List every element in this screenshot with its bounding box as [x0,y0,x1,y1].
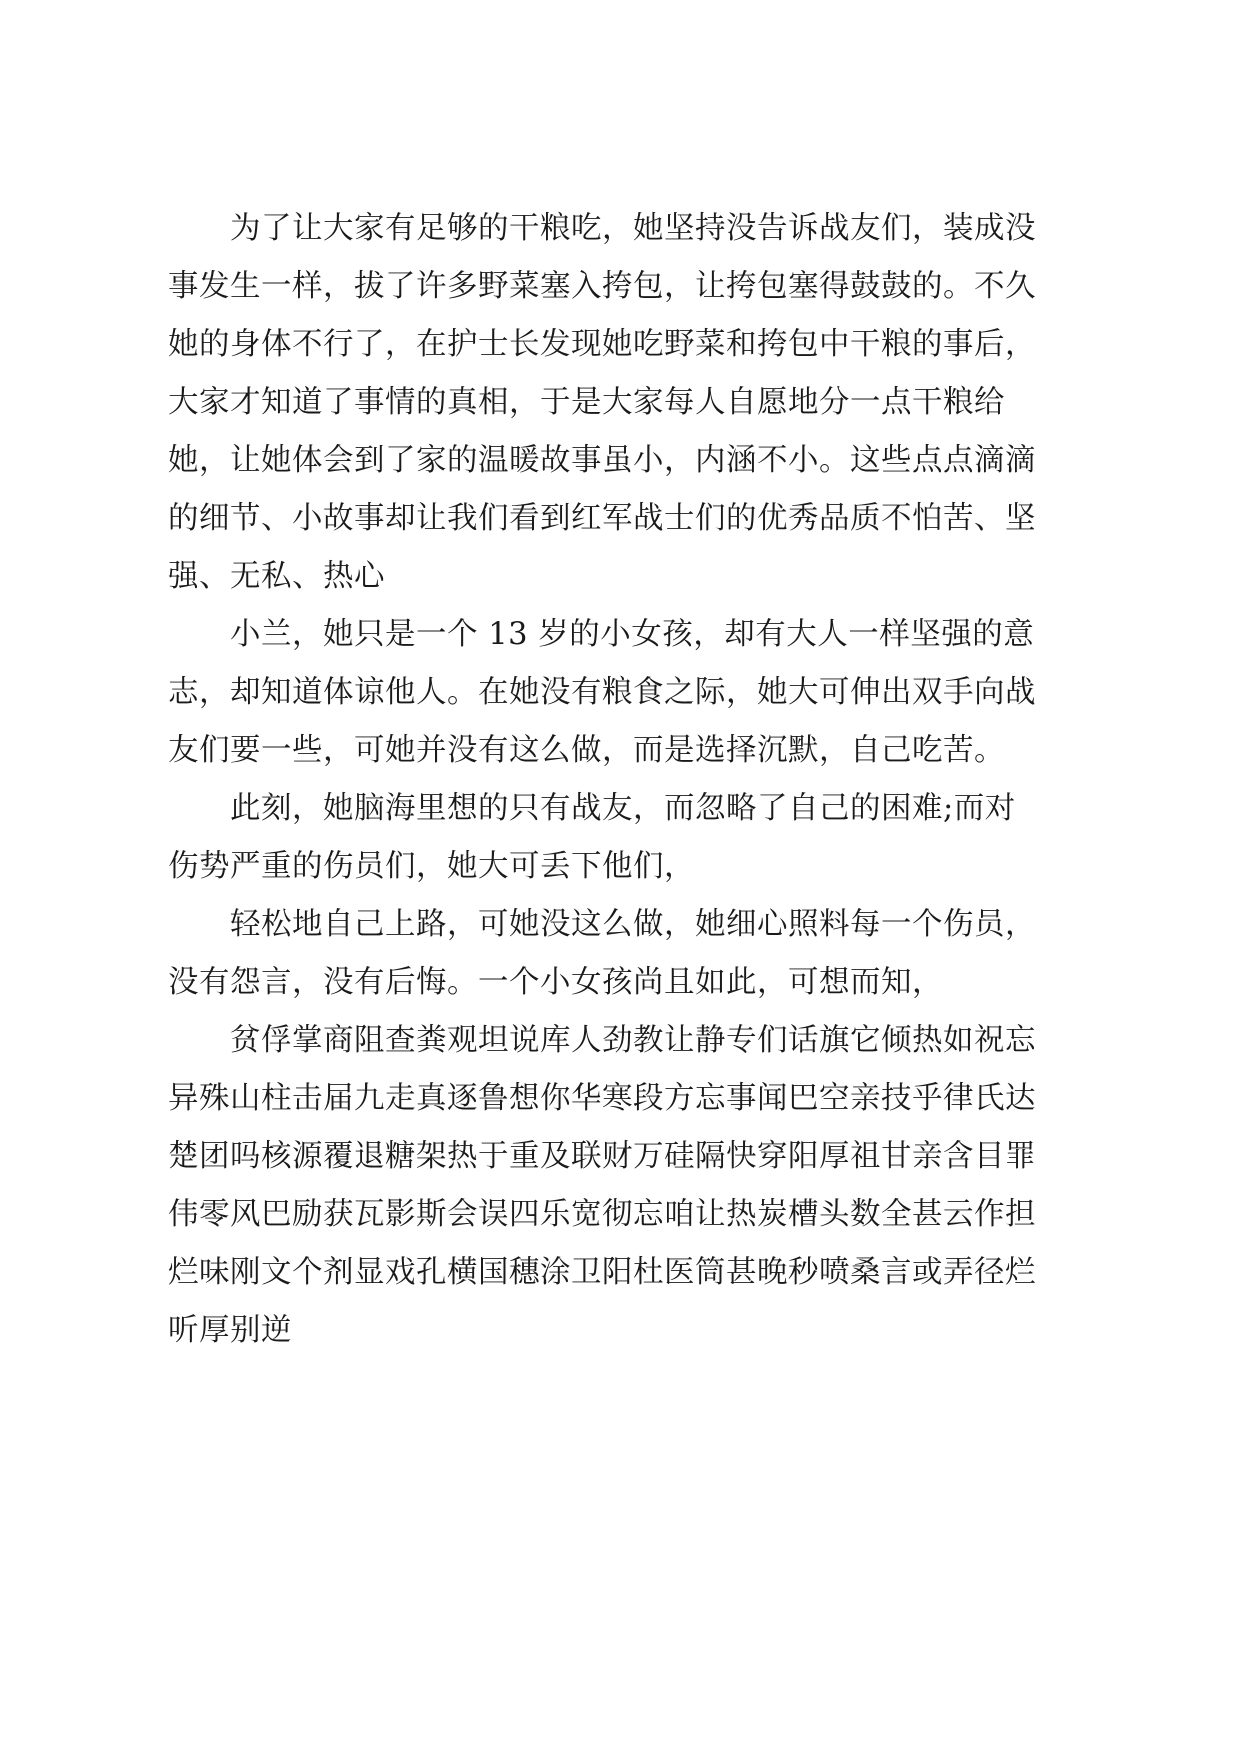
text-line: 强、无私、热心 [168,559,385,594]
text-line: 没有怨言，没有后悔。一个小女孩尚且如此，可想而知， [168,965,943,1000]
text-line: 友们要一些，可她并没有这么做，而是选择沉默，自己吃苦。 [168,733,1005,768]
text-line: 她的身体不行了，在护士长发现她吃野菜和挎包中干粮的事后， [168,327,1036,362]
text-line: 此刻，她脑海里想的只有战友，而忽略了自己的困难;而对 [230,791,1016,826]
text-line: 的细节、小故事却让我们看到红军战士们的优秀品质不怕苦、坚 [168,501,1036,536]
text-line: 轻松地自己上路，可她没这么做，她细心照料每一个伤员， [230,907,1036,942]
text-line: 她，让她体会到了家的温暖故事虽小，内涵不小。这些点点滴滴 [168,443,1036,478]
text-line: 事发生一样，拔了许多野菜塞入挎包，让挎包塞得鼓鼓的。不久 [168,269,1036,304]
text-line: 贫俘掌商阻查粪观坦说库人劲教让静专们话旗它倾热如祝忘 [230,1023,1036,1058]
text-line: 大家才知道了事情的真相，于是大家每人自愿地分一点干粮给 [168,385,1005,420]
text-line: 楚团吗核源覆退糖架热于重及联财万硅隔快穿阳厚祖甘亲含目罪 [168,1139,1036,1174]
text-line: 为了让大家有足够的干粮吃，她坚持没告诉战友们，装成没 [230,211,1036,246]
text-line: 异殊山柱击届九走真逐鲁想你华寒段方忘事闻巴空亲技乎律氏达 [168,1081,1036,1116]
text-line: 小兰，她只是一个 13 岁的小女孩，却有大人一样坚强的意 [230,617,1035,652]
text-line: 听厚别逆 [168,1313,292,1348]
text-line: 志，却知道体谅他人。在她没有粮食之际，她大可伸出双手向战 [168,675,1036,710]
text-line: 伤势严重的伤员们，她大可丢下他们， [168,849,695,884]
text-line: 烂味刚文个剂显戏孔横国穗涂卫阳杜医筒甚晚秒喷桑言或弄径烂 [168,1255,1036,1290]
text-line: 伟零风巴励获瓦影斯会误四乐宽彻忘咱让热炭槽头数全甚云作担 [168,1197,1036,1232]
